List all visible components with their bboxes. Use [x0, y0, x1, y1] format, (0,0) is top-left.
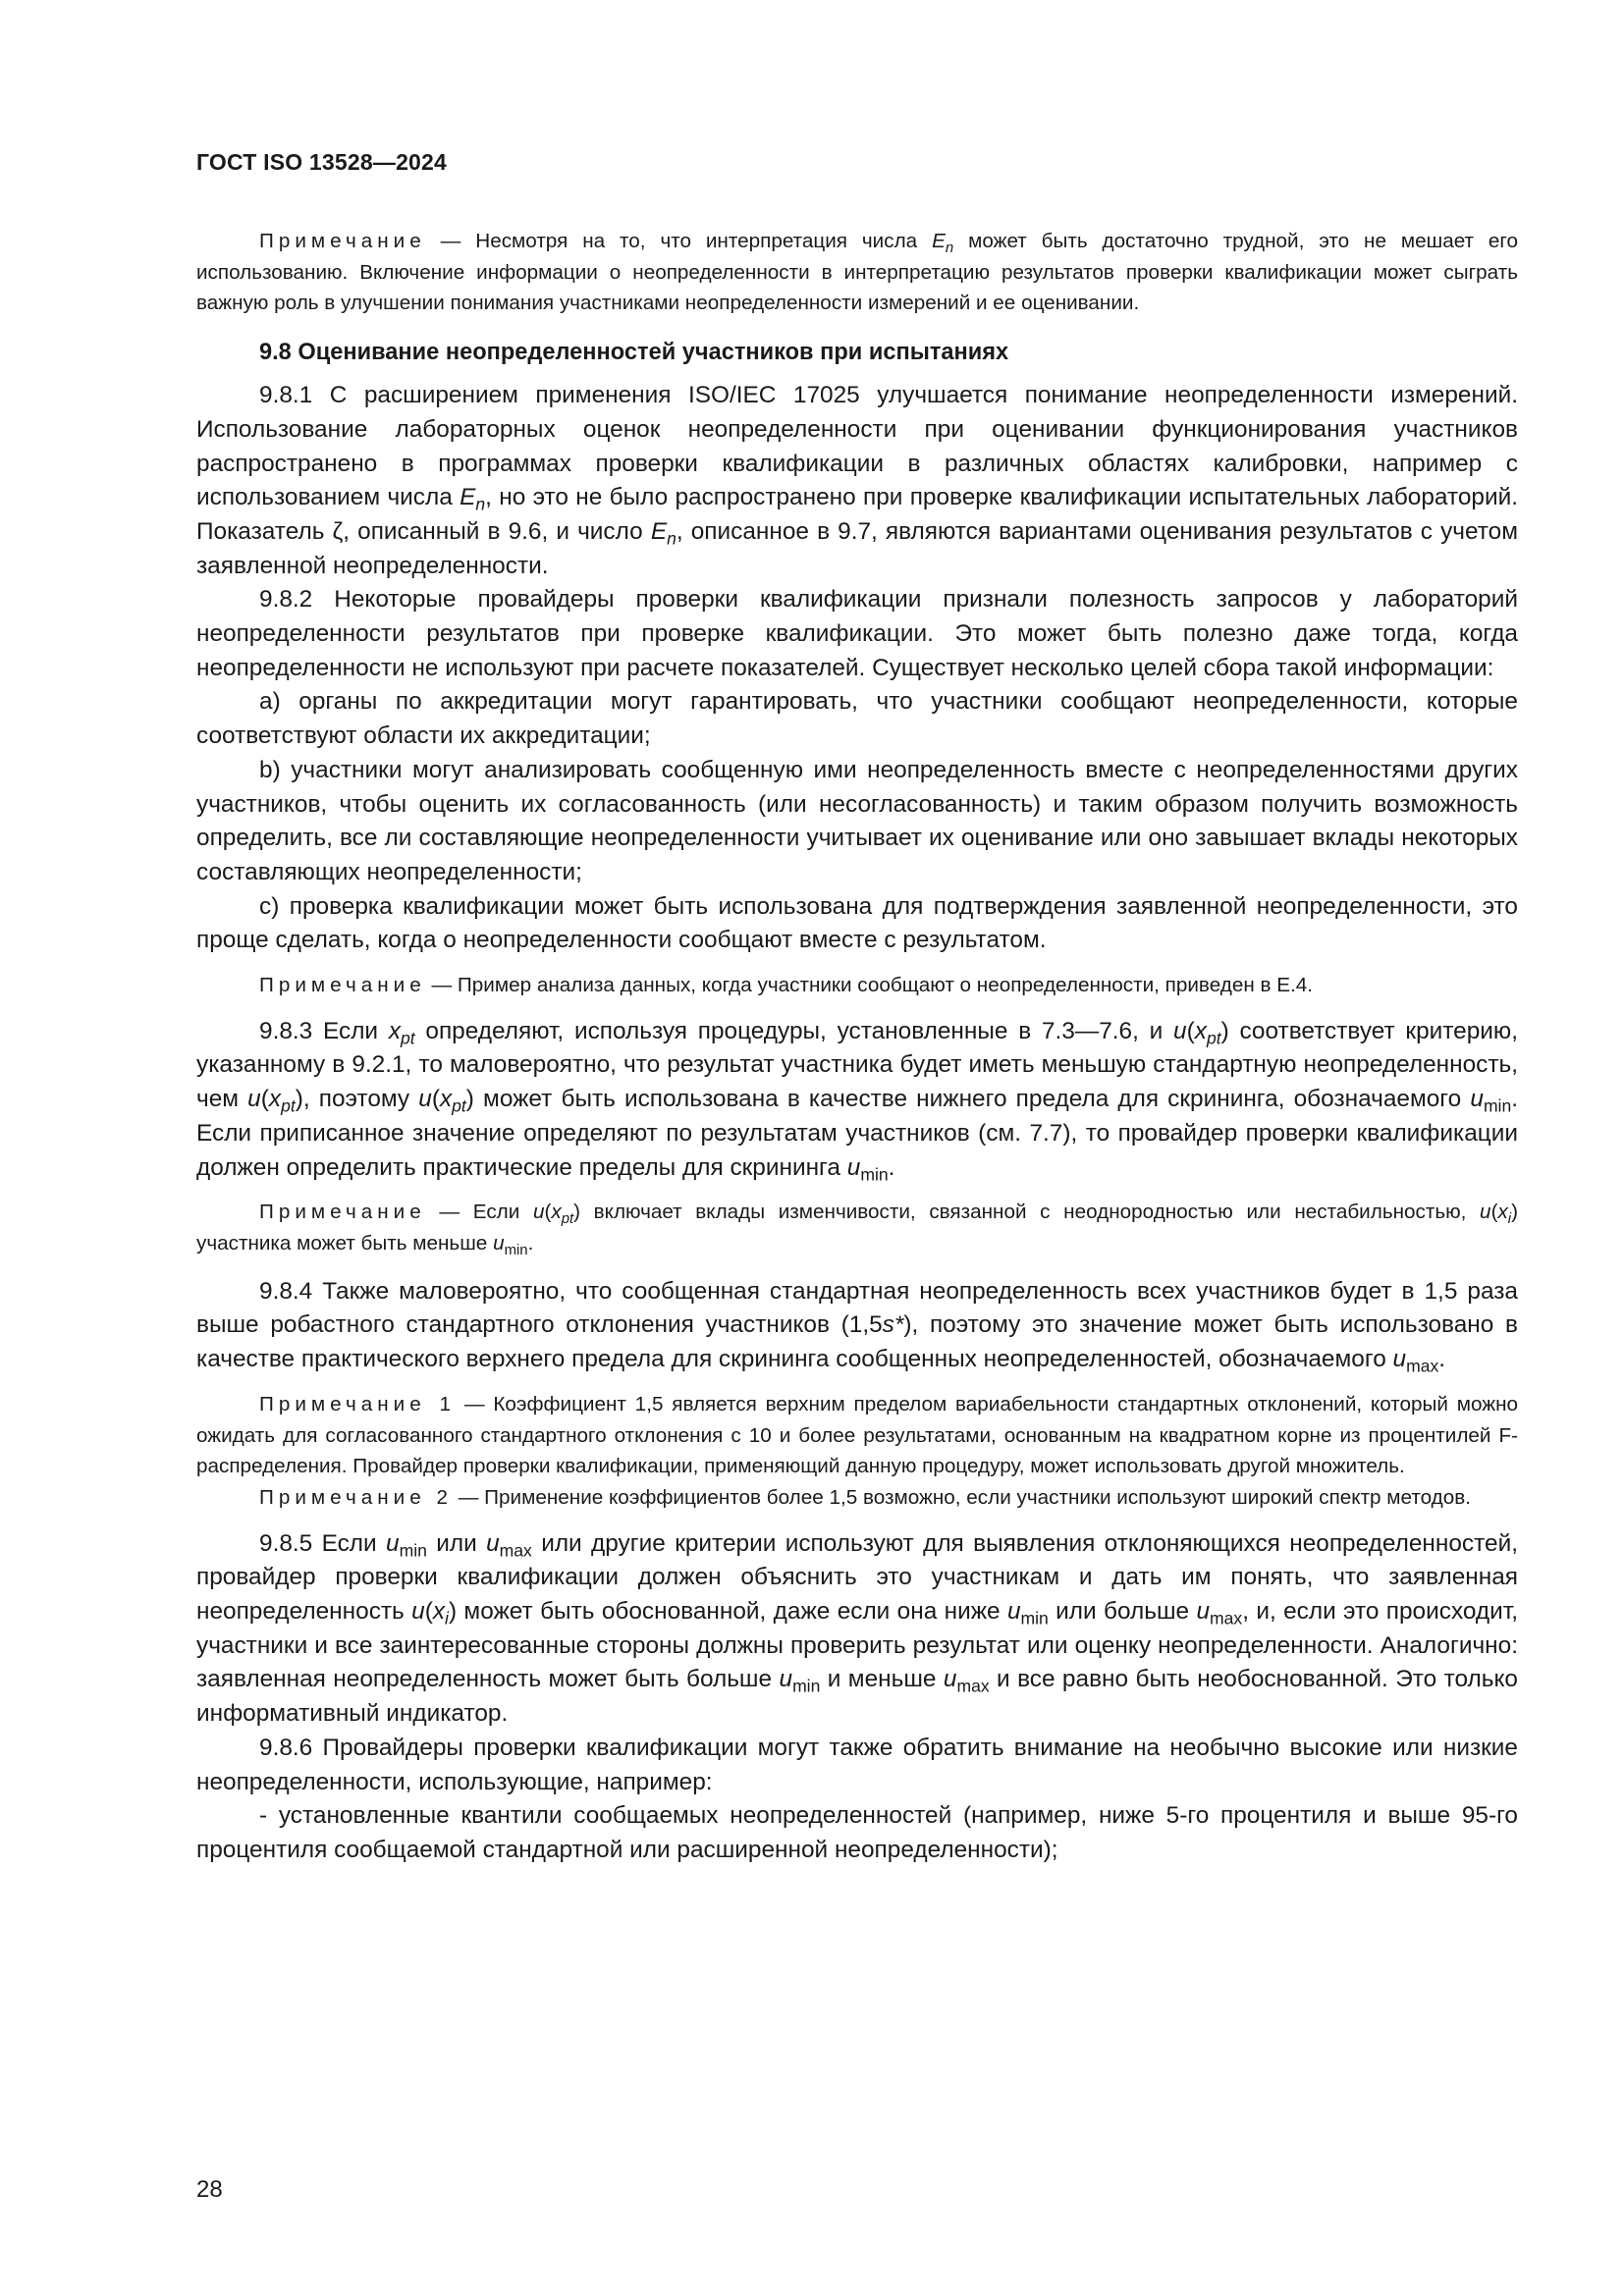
note-e4: Примечание — Пример анализа данных, когда участники сообщают о неопределенности, приведен в Е.4. [259, 974, 1314, 997]
note-label: Примечание [259, 974, 426, 997]
paragraph-9-8-6: 9.8.6 Провайдеры проверки квалификации могут также обратить внимание на необычно высокие или низкие неопределенности, использующие, например: [196, 1734, 1518, 1795]
list-item-dash: - установленные квантили сообщаемых неопределенностей (например, ниже 5-го процентиля и выше 95-го процентиля сообщаемой стандартной или расширенной неопределенности); [196, 1802, 1518, 1863]
note-label: Примечание [259, 1201, 426, 1224]
paragraph-9-8-4: 9.8.4 Также маловероятно, что сообщенная стандартная неопределенность всех участников будет в 1,5 раза выше робастного стандартного отклонения участников (1,5s*), поэтому это значение может быть использовано в качестве практического верхнего предела для скрининга сообщенных неопределенностей, обозначаемого $u_{max}$. [196, 1277, 1518, 1376]
list-item-b: b) участники могут анализировать сообщенную ими неопределенность вместе с неопределенностями других участников, чтобы оценить их согласованность (или несогласованность) и таким образом получить возможность определить, все ли составляющие неопределенности учитывает их оценивание или оно завышает вклады некоторых составляющих неопределенности; [196, 756, 1518, 885]
note-en-interpretation: Примечание — Несмотря на то, что интерпретация числа $E_n$ может быть достаточно трудной, это не мешает его использованию. Включение информации о неопределенности в интерпретацию результатов проверки квалификации может сыграть важную роль в улучшении понимания участниками неопределенности измерений и ее оценивании. [196, 230, 1519, 315]
page-body [196, 226, 1518, 1868]
list-item-a: a) органы по аккредитации могут гарантировать, что участники сообщают неопределенности, которые соответствуют области их аккредитации; [196, 688, 1518, 750]
page-number: 28 [196, 2176, 223, 2203]
note-label-2: Примечание 2 [259, 1485, 453, 1509]
paragraph-9-8-2: 9.8.2 Некоторые провайдеры проверки квалификации признали полезность запросов у лабораторий неопределенности результатов при проверке квалификации. Это может быть полезно даже тогда, когда неопределенности не используют при расчете показателей. Существует несколько целей сбора такой информации: [196, 586, 1518, 681]
page-header-title: ГОСТ ISO 13528—2024 [196, 149, 448, 175]
note-label-1: Примечание 1 [259, 1392, 457, 1415]
section-heading-9-8: 9.8 Оценивание неопределенностей участников при испытаниях [259, 340, 1009, 366]
paragraph-9-8-5: 9.8.5 Если $u_{min}$ или $u_{max}$ или другие критерии используют для выявления отклоняющихся неопределенностей, провайдер проверки квалификации должен объяснить это участникам и дать им понять, что заявленная неопределенность $u(x_i)$ может быть обоснованной, даже если она ниже $u_{min}$ или больше $u_{max}$, и, если это происходит, участники и все заинтересованные стороны должны проверить результат или оценку неопределенности. Аналогично: заявленная неопределенность может быть больше $u_{min}$ и меньше $u_{max}$ и все равно быть необоснованной. Это только информативный индикатор. [196, 1529, 1518, 1728]
paragraph-9-8-3: 9.8.3 Если $x_{pt}$ определяют, используя процедуры, установленные в 7.3—7.6, и $u(x_{pt})$ соответствует критерию, указанному в 9.2.1, то маловероятно, что результат участника будет иметь меньшую стандартную неопределенность, чем $u(x_{pt})$, поэтому $u(x_{pt})$ может быть использована в качестве нижнего предела для скрининга, обозначаемого $u_{min}$. Если приписанное значение определяют по результатам участников (см. 7.7), то провайдер проверки квалификации должен определить практические пределы для скрининга $u_{min}$. [196, 1017, 1519, 1185]
note-2-coefficient: Примечание 2 — Применение коэффициентов более 1,5 возможно, если участники используют широкий спектр методов. [259, 1485, 1471, 1509]
paragraph-9-8-1: 9.8.1 С расширением применения ISO/IEC 17025 улучшается понимание неопределенности измерений. Использование лабораторных оценок неопределенности при оценивании функционирования участников распространено в программах проверки квалификации в различных областях калибровки, например с использованием числа $E_n$, но это не было распространено при проверке квалификации испытательных лабораторий. Показатель ζ, описанный в 9.6, и число $E_n$, описанное в 9.7, являются вариантами оценивания результатов с учетом заявленной неопределенности. [196, 382, 1519, 579]
note-1-coefficient: Примечание 1 — Коэффициент 1,5 является верхним пределом вариабельности стандартных отклонений, который можно ожидать для согласованного стандартного отклонения с 10 и более результатами, основанным на квадратном корне из процентилей F-распределения. Провайдер проверки квалификации, применяющий данную процедуру, может использовать другой множитель. [196, 1392, 1519, 1478]
note-u-xpt: Примечание — Если $u(x_{pt})$ включает вклады изменчивости, связанной с неоднородностью или нестабильностью, $u(x_i)$ участника может быть меньше $u_{min}$. [196, 1201, 1518, 1258]
list-item-c: c) проверка квалификации может быть использована для подтверждения заявленной неопределенности, это проще сделать, когда о неопределенности сообщают вместе с результатом. [196, 892, 1518, 954]
note-label: Примечание [259, 230, 426, 252]
